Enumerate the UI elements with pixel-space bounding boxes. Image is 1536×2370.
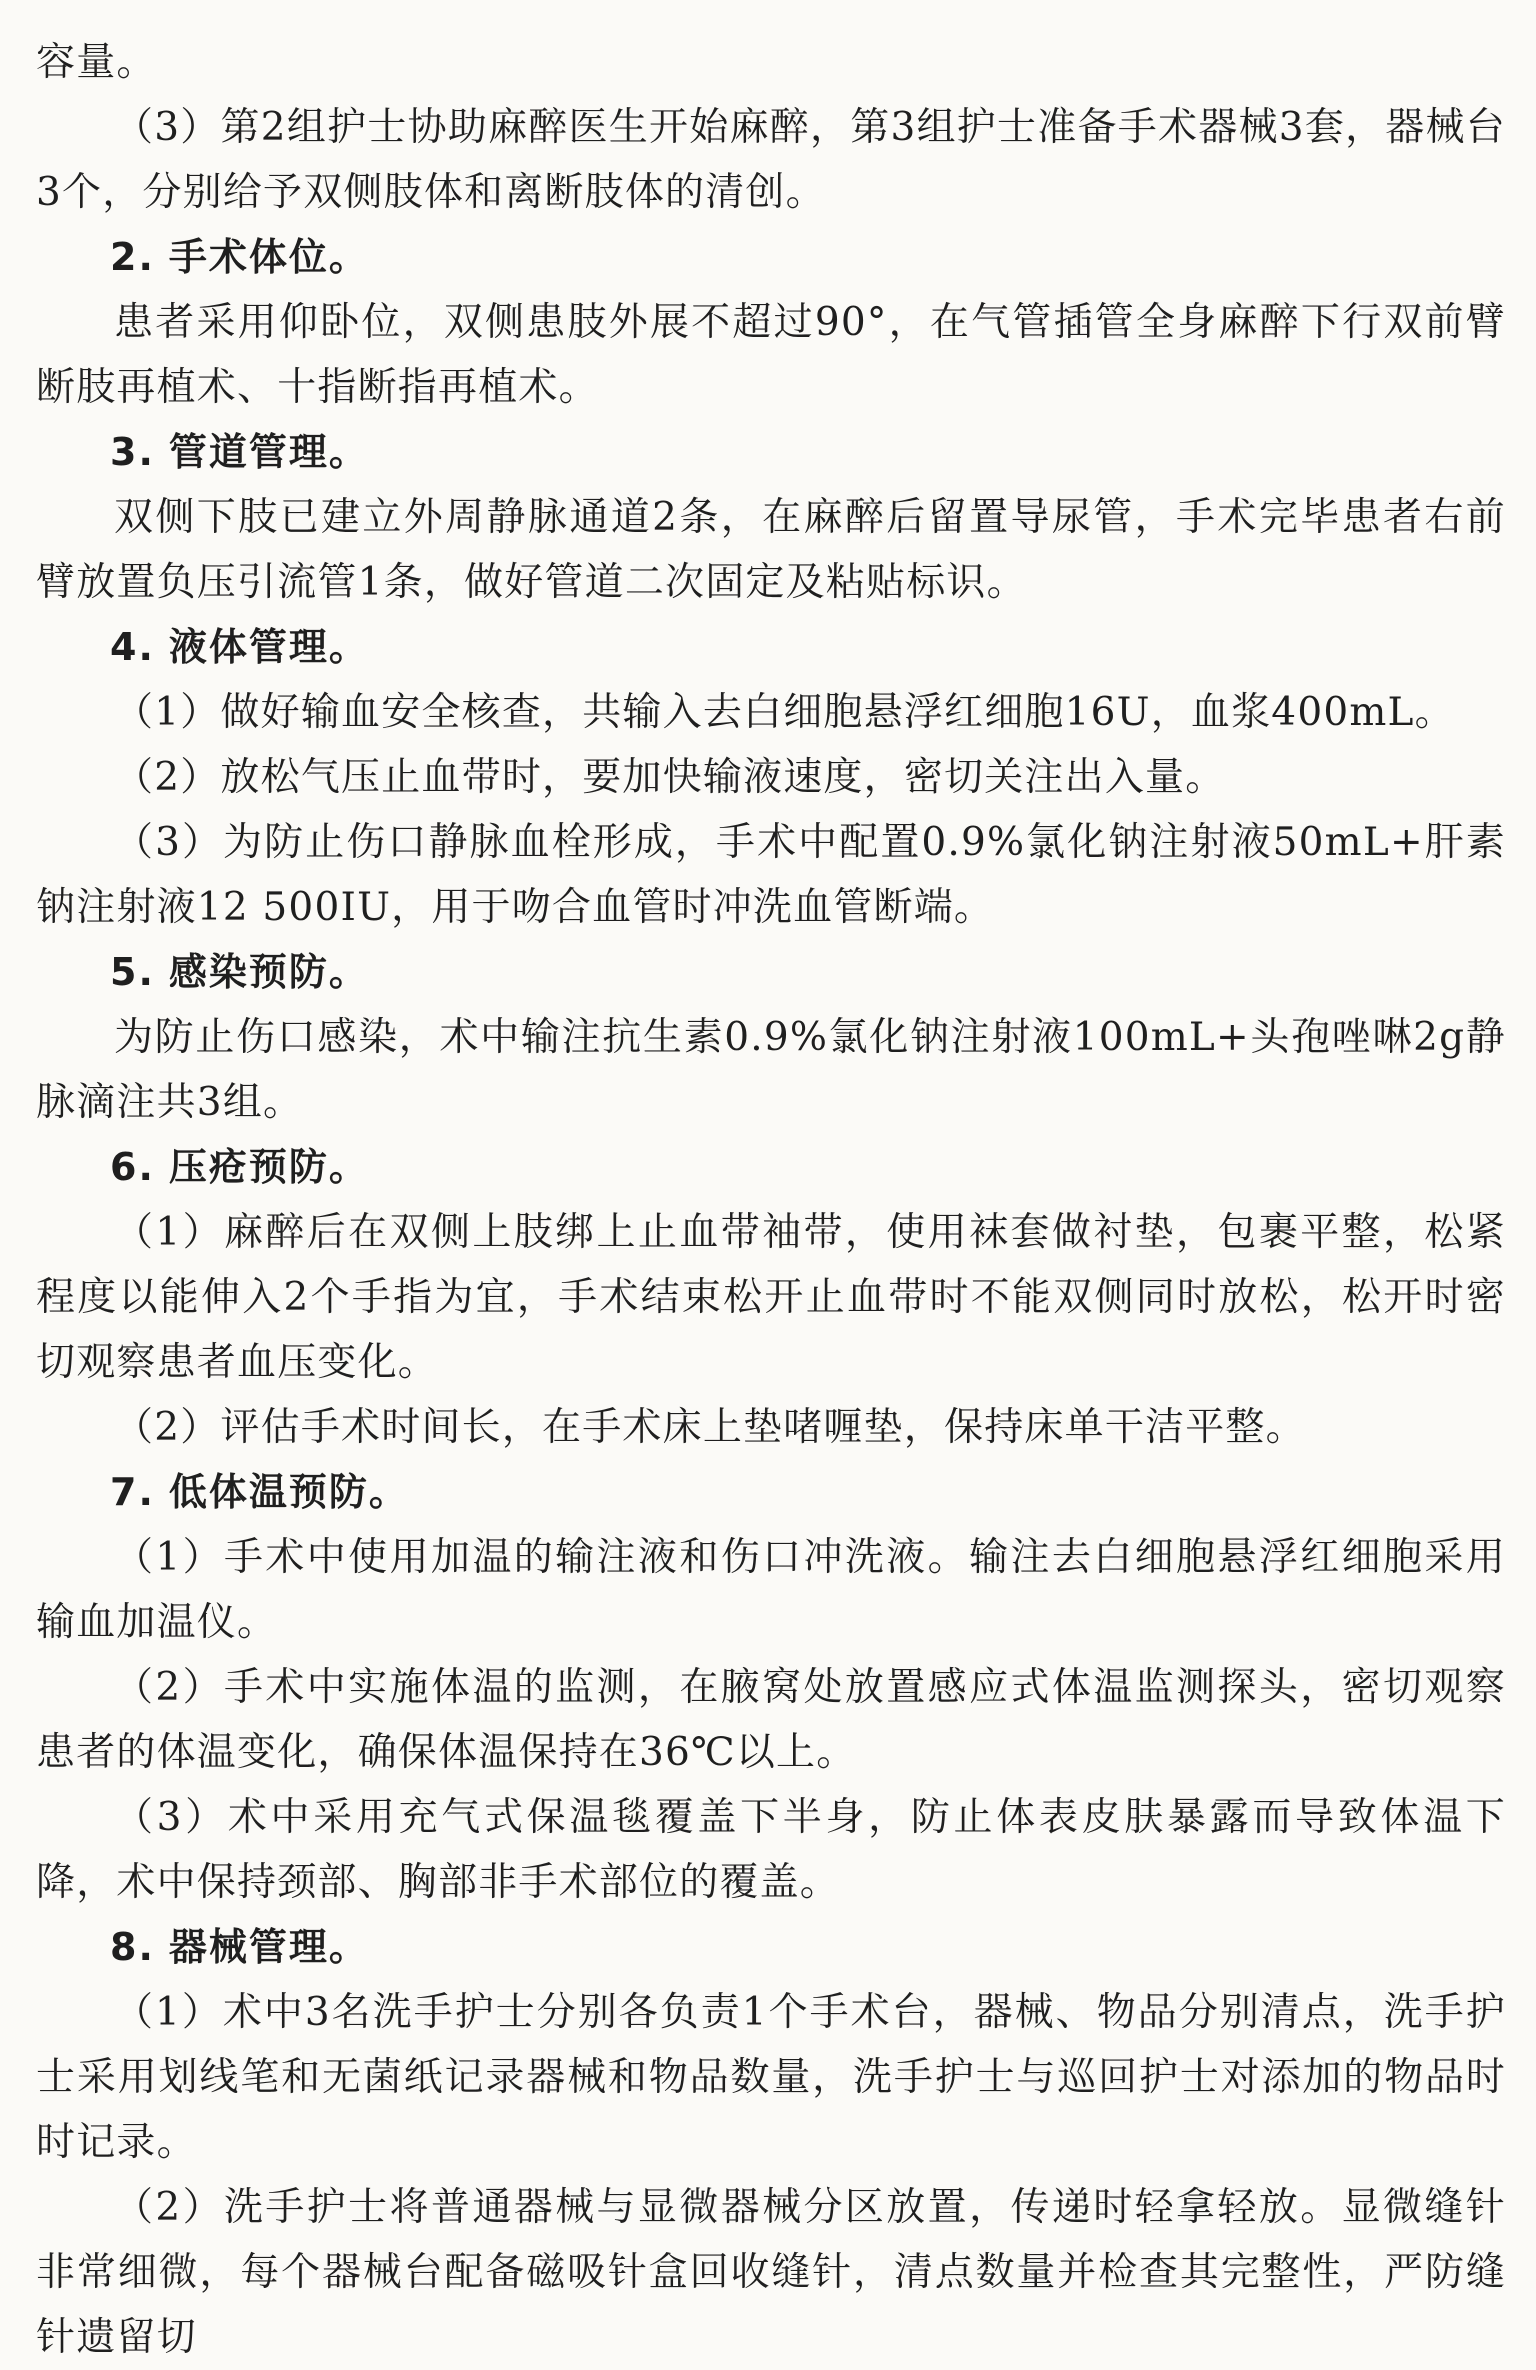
section-heading [36,1135,1506,1200]
section-title: 管道管理。 [168,430,369,474]
section-title: 压疮预防。 [168,1145,369,1189]
section-heading [36,420,1506,485]
section-number: 2. [110,235,155,279]
body-paragraph: 患者采用仰卧位，双侧患肢外展不超过90°，在气管插管全身麻醉下行双前臂断肢再植术、十指断指再植术。 [36,300,1506,410]
body-paragraph: 容量。 [36,40,157,85]
body-paragraph: （2）放松气压止血带时，要加快输液速度，密切关注出入量。 [114,755,1226,800]
section-heading [36,1460,1506,1525]
body-paragraph: （1）术中3名洗手护士分别各负责1个手术台，器械、物品分别清点，洗手护士采用划线笔和无菌纸记录器械和物品数量，洗手护士与巡回护士对添加的物品时时记录。 [36,1990,1506,2165]
section-title: 器械管理。 [168,1925,369,1969]
body-paragraph: （3）术中采用充气式保温毯覆盖下半身，防止体表皮肤暴露而导致体温下降，术中保持颈部、胸部非手术部位的覆盖。 [36,1795,1506,1905]
body-paragraph: （2）手术中实施体温的监测，在腋窝处放置感应式体温监测探头，密切观察患者的体温变化，确保体温保持在36℃以上。 [36,1665,1506,1775]
body-paragraph: （1）做好输血安全核查，共输入去白细胞悬浮红细胞16U，血浆400mL。 [114,690,1455,735]
section-number: 6. [110,1145,155,1189]
body-paragraph: 双侧下肢已建立外周静脉通道2条，在麻醉后留置导尿管，手术完毕患者右前臂放置负压引流管1条，做好管道二次固定及粘贴标识。 [36,495,1506,605]
section-heading [36,225,1506,290]
section-heading [36,1915,1506,1980]
section-heading [36,940,1506,1005]
body-paragraph: （1）手术中使用加温的输注液和伤口冲洗液。输注去白细胞悬浮红细胞采用输血加温仪。 [36,1535,1506,1645]
section-number: 7. [110,1470,155,1514]
section-heading [36,615,1506,680]
body-paragraph: （2）评估手术时间长，在手术床上垫啫喱垫，保持床单干洁平整。 [114,1405,1306,1450]
section-number: 8. [110,1925,155,1969]
section-title: 液体管理。 [168,625,369,669]
body-paragraph: 为防止伤口感染，术中输注抗生素0.9%氯化钠注射液100mL+头孢唑啉2g静脉滴注共3组。 [36,1015,1506,1125]
body-paragraph: （2）洗手护士将普通器械与显微器械分区放置，传递时轻拿轻放。显微缝针非常细微，每个器械台配备磁吸针盒回收缝针，清点数量并检查其完整性，严防缝针遗留切 [36,2185,1506,2360]
section-number: 5. [110,950,155,994]
section-number: 4. [110,625,155,669]
section-title: 感染预防。 [168,950,369,994]
section-title: 低体温预防。 [168,1470,409,1514]
body-paragraph: （3）第2组护士协助麻醉医生开始麻醉，第3组护士准备手术器械3套，器械台3个，分别给予双侧肢体和离断肢体的清创。 [36,105,1506,215]
section-title: 手术体位。 [168,235,369,279]
body-paragraph: （1）麻醉后在双侧上肢绑上止血带袖带，使用袜套做衬垫，包裹平整，松紧程度以能伸入2个手指为宜，手术结束松开止血带时不能双侧同时放松，松开时密切观察患者血压变化。 [36,1210,1506,1385]
section-number: 3. [110,430,155,474]
body-paragraph: （3）为防止伤口静脉血栓形成，手术中配置0.9%氯化钠注射液50mL+肝素钠注射液12 500IU，用于吻合血管时冲洗血管断端。 [36,820,1506,930]
